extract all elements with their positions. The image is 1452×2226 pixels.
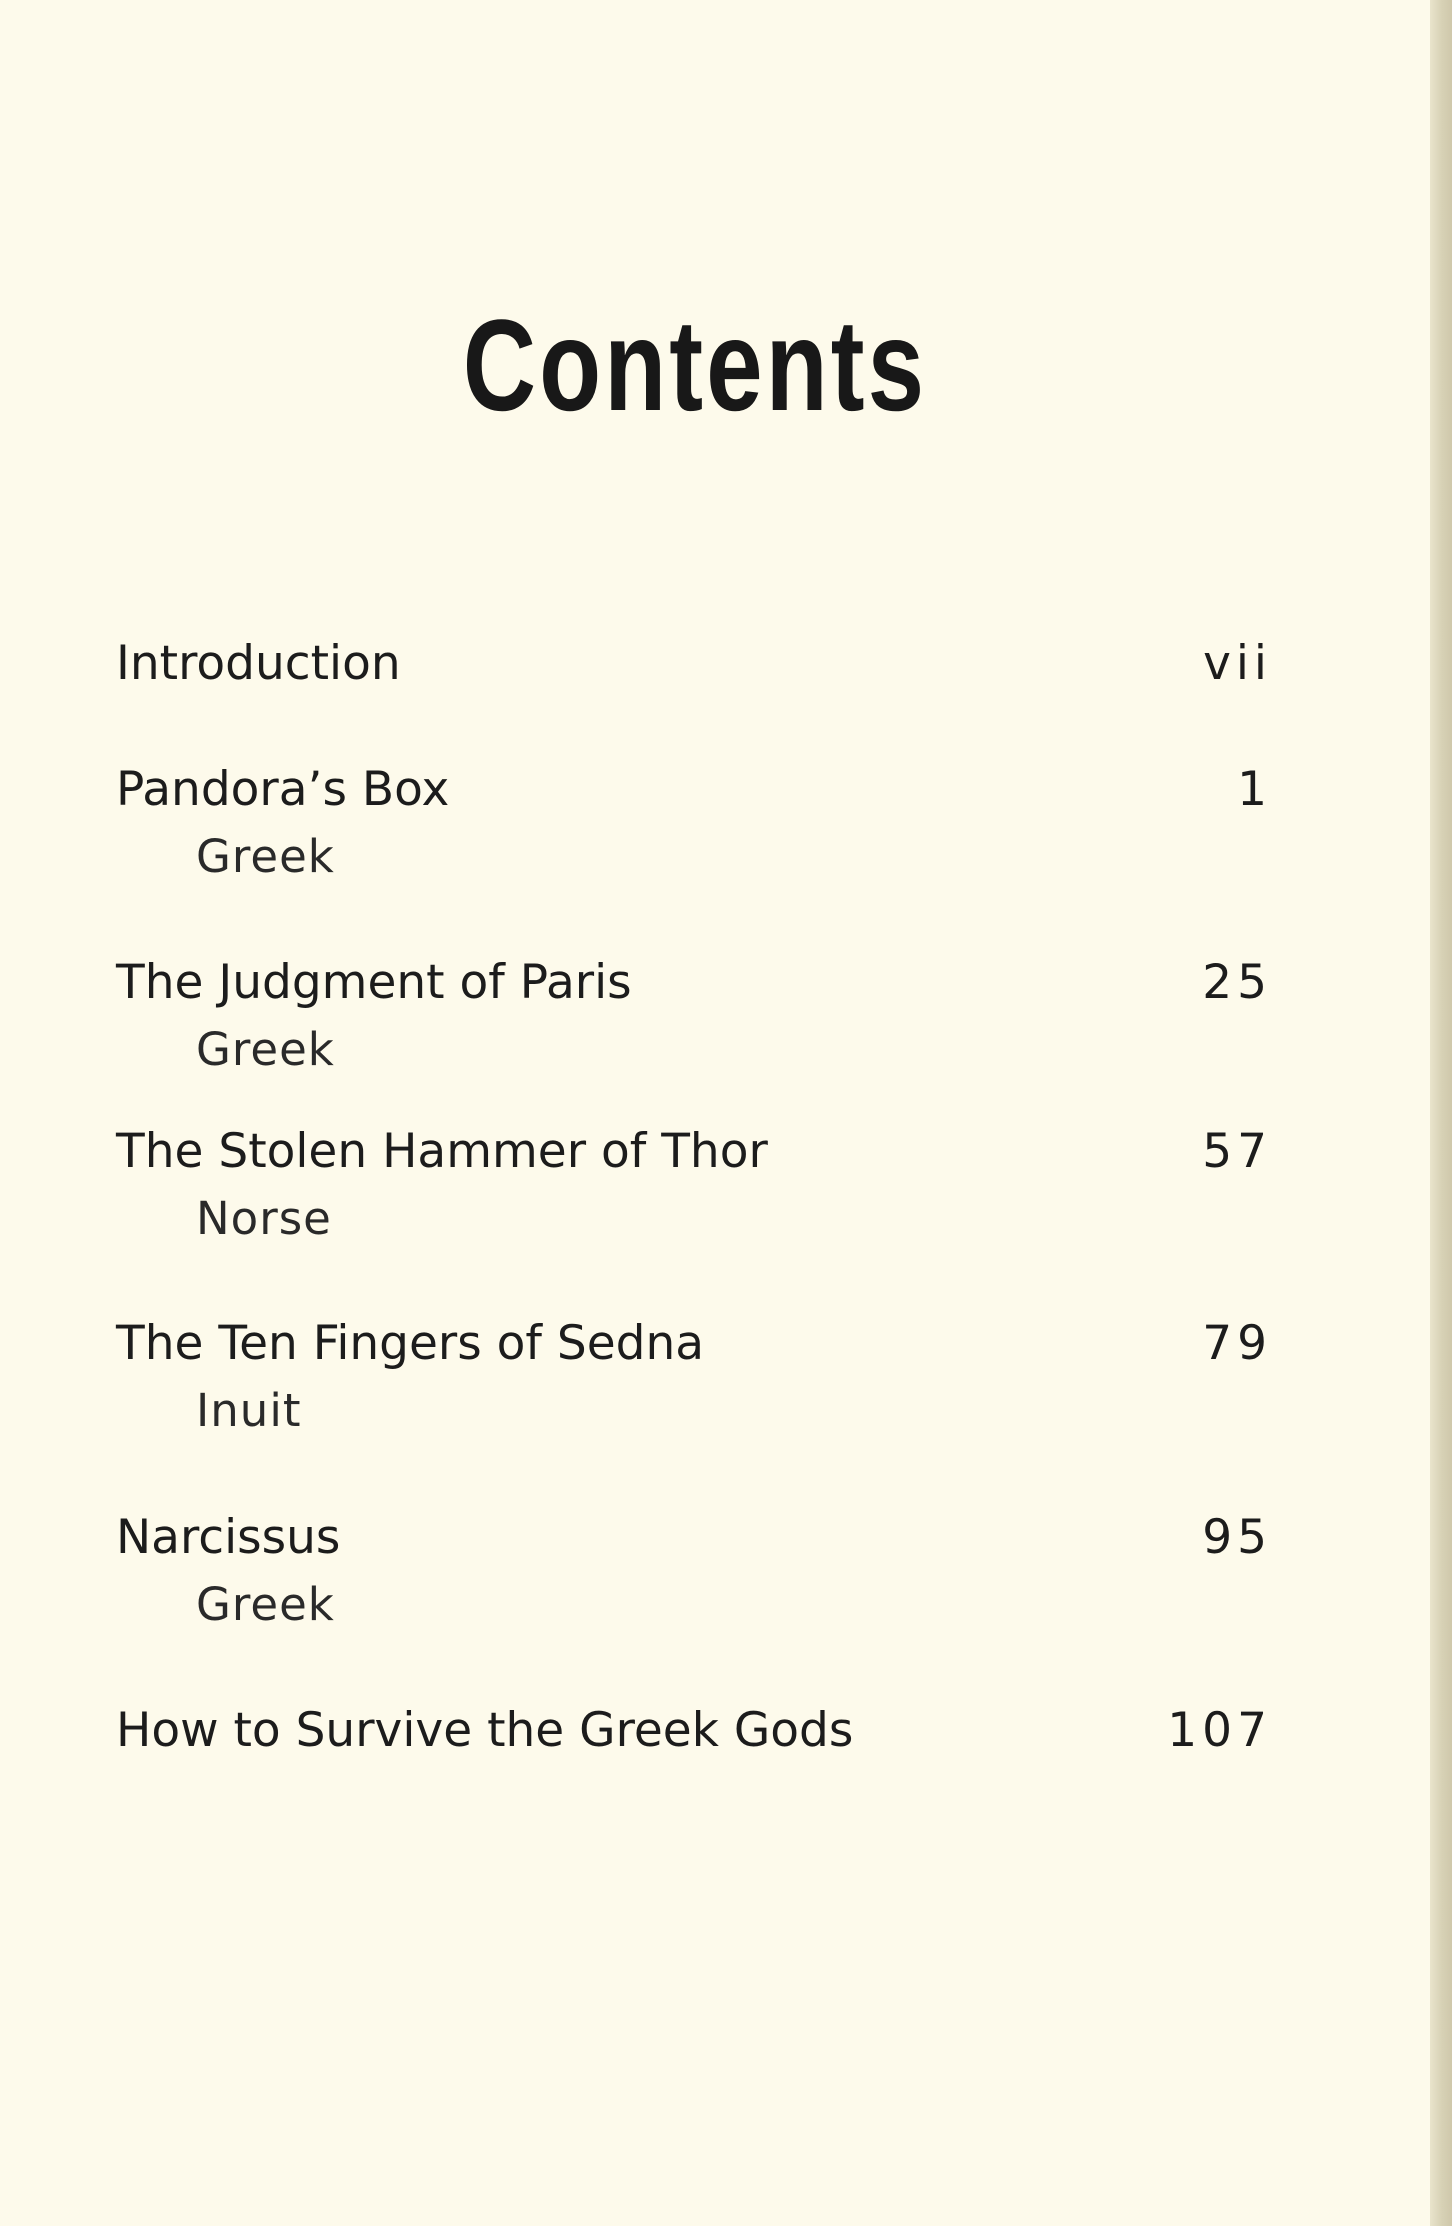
toc-entry-page-number: vii [1203,636,1272,691]
toc-entry-origin: Greek [196,1023,335,1076]
toc-entry-origin: Norse [196,1192,332,1245]
page-title: Contents [462,292,928,438]
toc-entry-page-number: 95 [1202,1510,1272,1565]
toc-entry-title: Introduction [116,636,401,691]
toc-entry-title: The Stolen Hammer of Thor [116,1124,768,1179]
toc-entry-page-number: 107 [1167,1703,1272,1758]
toc-entry-origin: Greek [196,830,335,883]
toc-entry-origin: Inuit [196,1384,302,1437]
toc-entry-page-number: 57 [1202,1124,1272,1179]
page-edge-shadow [1430,0,1452,2226]
toc-entry-title: How to Survive the Greek Gods [116,1703,854,1758]
toc-entry-page-number: 79 [1202,1316,1272,1371]
toc-entry-title: Narcissus [116,1510,341,1565]
toc-entry-origin: Greek [196,1578,335,1631]
toc-entry-title: Pandora’s Box [116,762,450,817]
toc-entry-page-number: 1 [1237,762,1272,817]
toc-entry-page-number: 25 [1202,955,1272,1010]
toc-entry-title: The Ten Fingers of Sedna [116,1316,705,1371]
toc-entry-title: The Judgment of Paris [116,955,632,1010]
